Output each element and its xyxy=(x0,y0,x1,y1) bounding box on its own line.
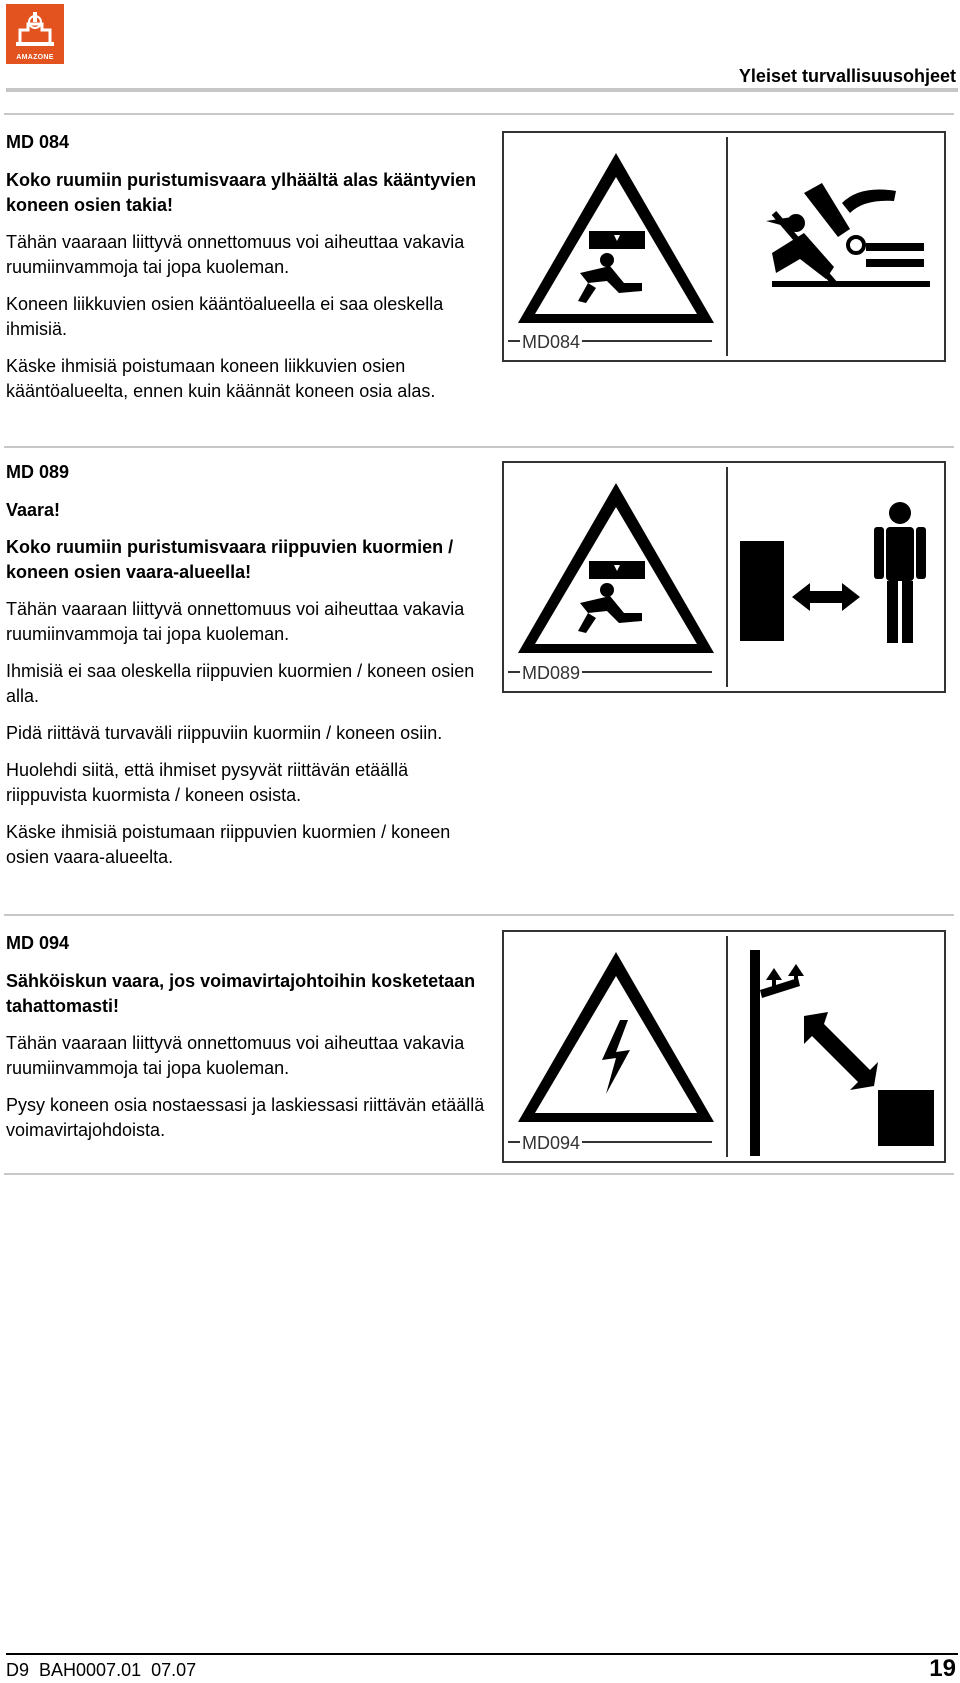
document-id: D9 BAH0007.01 07.07 xyxy=(6,1660,197,1680)
paragraph: Tähän vaaraan liittyvä onnettomuus voi aiheuttaa vakavia ruumiinvammoja tai jopa kuoleman. xyxy=(6,232,465,277)
section-code: MD 089 xyxy=(6,462,70,482)
warning-heading: Koko ruumiin puristumisvaara ylhäältä alas kääntyvien koneen osien takia! xyxy=(6,170,477,215)
paragraph: Ihmisiä ei saa oleskella riippuvien kuormien / koneen osien alla. xyxy=(6,661,475,706)
warning-sign-md094 xyxy=(502,930,946,1163)
section-divider xyxy=(4,113,954,115)
section-md084 xyxy=(6,130,486,416)
section-divider xyxy=(4,1173,954,1175)
warning-sign-md084 xyxy=(502,131,946,362)
paragraph: Koneen liikkuvien osien kääntöalueella ei saa oleskella ihmisiä. xyxy=(6,294,444,339)
section-md094 xyxy=(6,931,486,1155)
warning-heading: Vaara! xyxy=(6,500,61,520)
page-number: 19 xyxy=(929,1655,956,1682)
paragraph: Pysy koneen osia nostaessasi ja laskiessasi riittävän etäällä voimavirtajohdoista. xyxy=(6,1095,485,1140)
page-header-title: Yleiset turvallisuusohjeet xyxy=(738,66,956,86)
electric-hazard-triangle-icon xyxy=(518,952,714,1122)
paragraph: Huolehdi siitä, että ihmiset pysyvät riittävän etäällä riippuvista kuormista / koneen osista. xyxy=(6,760,409,805)
sign-label: MD094 xyxy=(522,1133,581,1153)
section-divider xyxy=(4,446,954,448)
paragraph: Käske ihmisiä poistumaan koneen liikkuvien osien kääntöalueelta, ennen kuin käännät koneen osia alas. xyxy=(6,356,436,401)
paragraph: Käske ihmisiä poistumaan riippuvien kuormien / koneen osien vaara-alueelta. xyxy=(6,822,451,867)
sign-label: MD084 xyxy=(522,332,581,352)
paragraph: Pidä riittävä turvaväli riippuviin kuormiin / koneen osiin. xyxy=(6,723,443,743)
sign-label: MD089 xyxy=(522,663,581,683)
amazone-logo xyxy=(6,4,64,64)
section-md089 xyxy=(6,460,486,882)
paragraph: Tähän vaaraan liittyvä onnettomuus voi aiheuttaa vakavia ruumiinvammoja tai jopa kuoleman. xyxy=(6,1033,465,1078)
header-divider xyxy=(6,88,958,92)
section-code: MD 084 xyxy=(6,132,70,152)
paragraph: Tähän vaaraan liittyvä onnettomuus voi aiheuttaa vakavia ruumiinvammoja tai jopa kuoleman. xyxy=(6,599,465,644)
footer-divider xyxy=(6,1653,958,1655)
section-divider xyxy=(4,914,954,916)
power-line-distance-pictogram-icon xyxy=(750,950,934,1156)
keep-distance-pictogram-icon xyxy=(740,502,926,643)
section-code: MD 094 xyxy=(6,933,70,953)
warning-triangle-icon xyxy=(518,483,714,653)
logo-text: AMAZONE xyxy=(16,54,54,61)
warning-heading: Sähköiskun vaara, jos voimavirtajohtoihin kosketetaan tahattomasti! xyxy=(6,971,476,1016)
warning-heading: Koko ruumiin puristumisvaara riippuvien kuormien / koneen osien vaara-alueella! xyxy=(6,537,454,582)
crushing-pictogram-icon xyxy=(766,183,930,287)
warning-sign-md089 xyxy=(502,461,946,693)
warning-triangle-icon xyxy=(518,153,714,323)
